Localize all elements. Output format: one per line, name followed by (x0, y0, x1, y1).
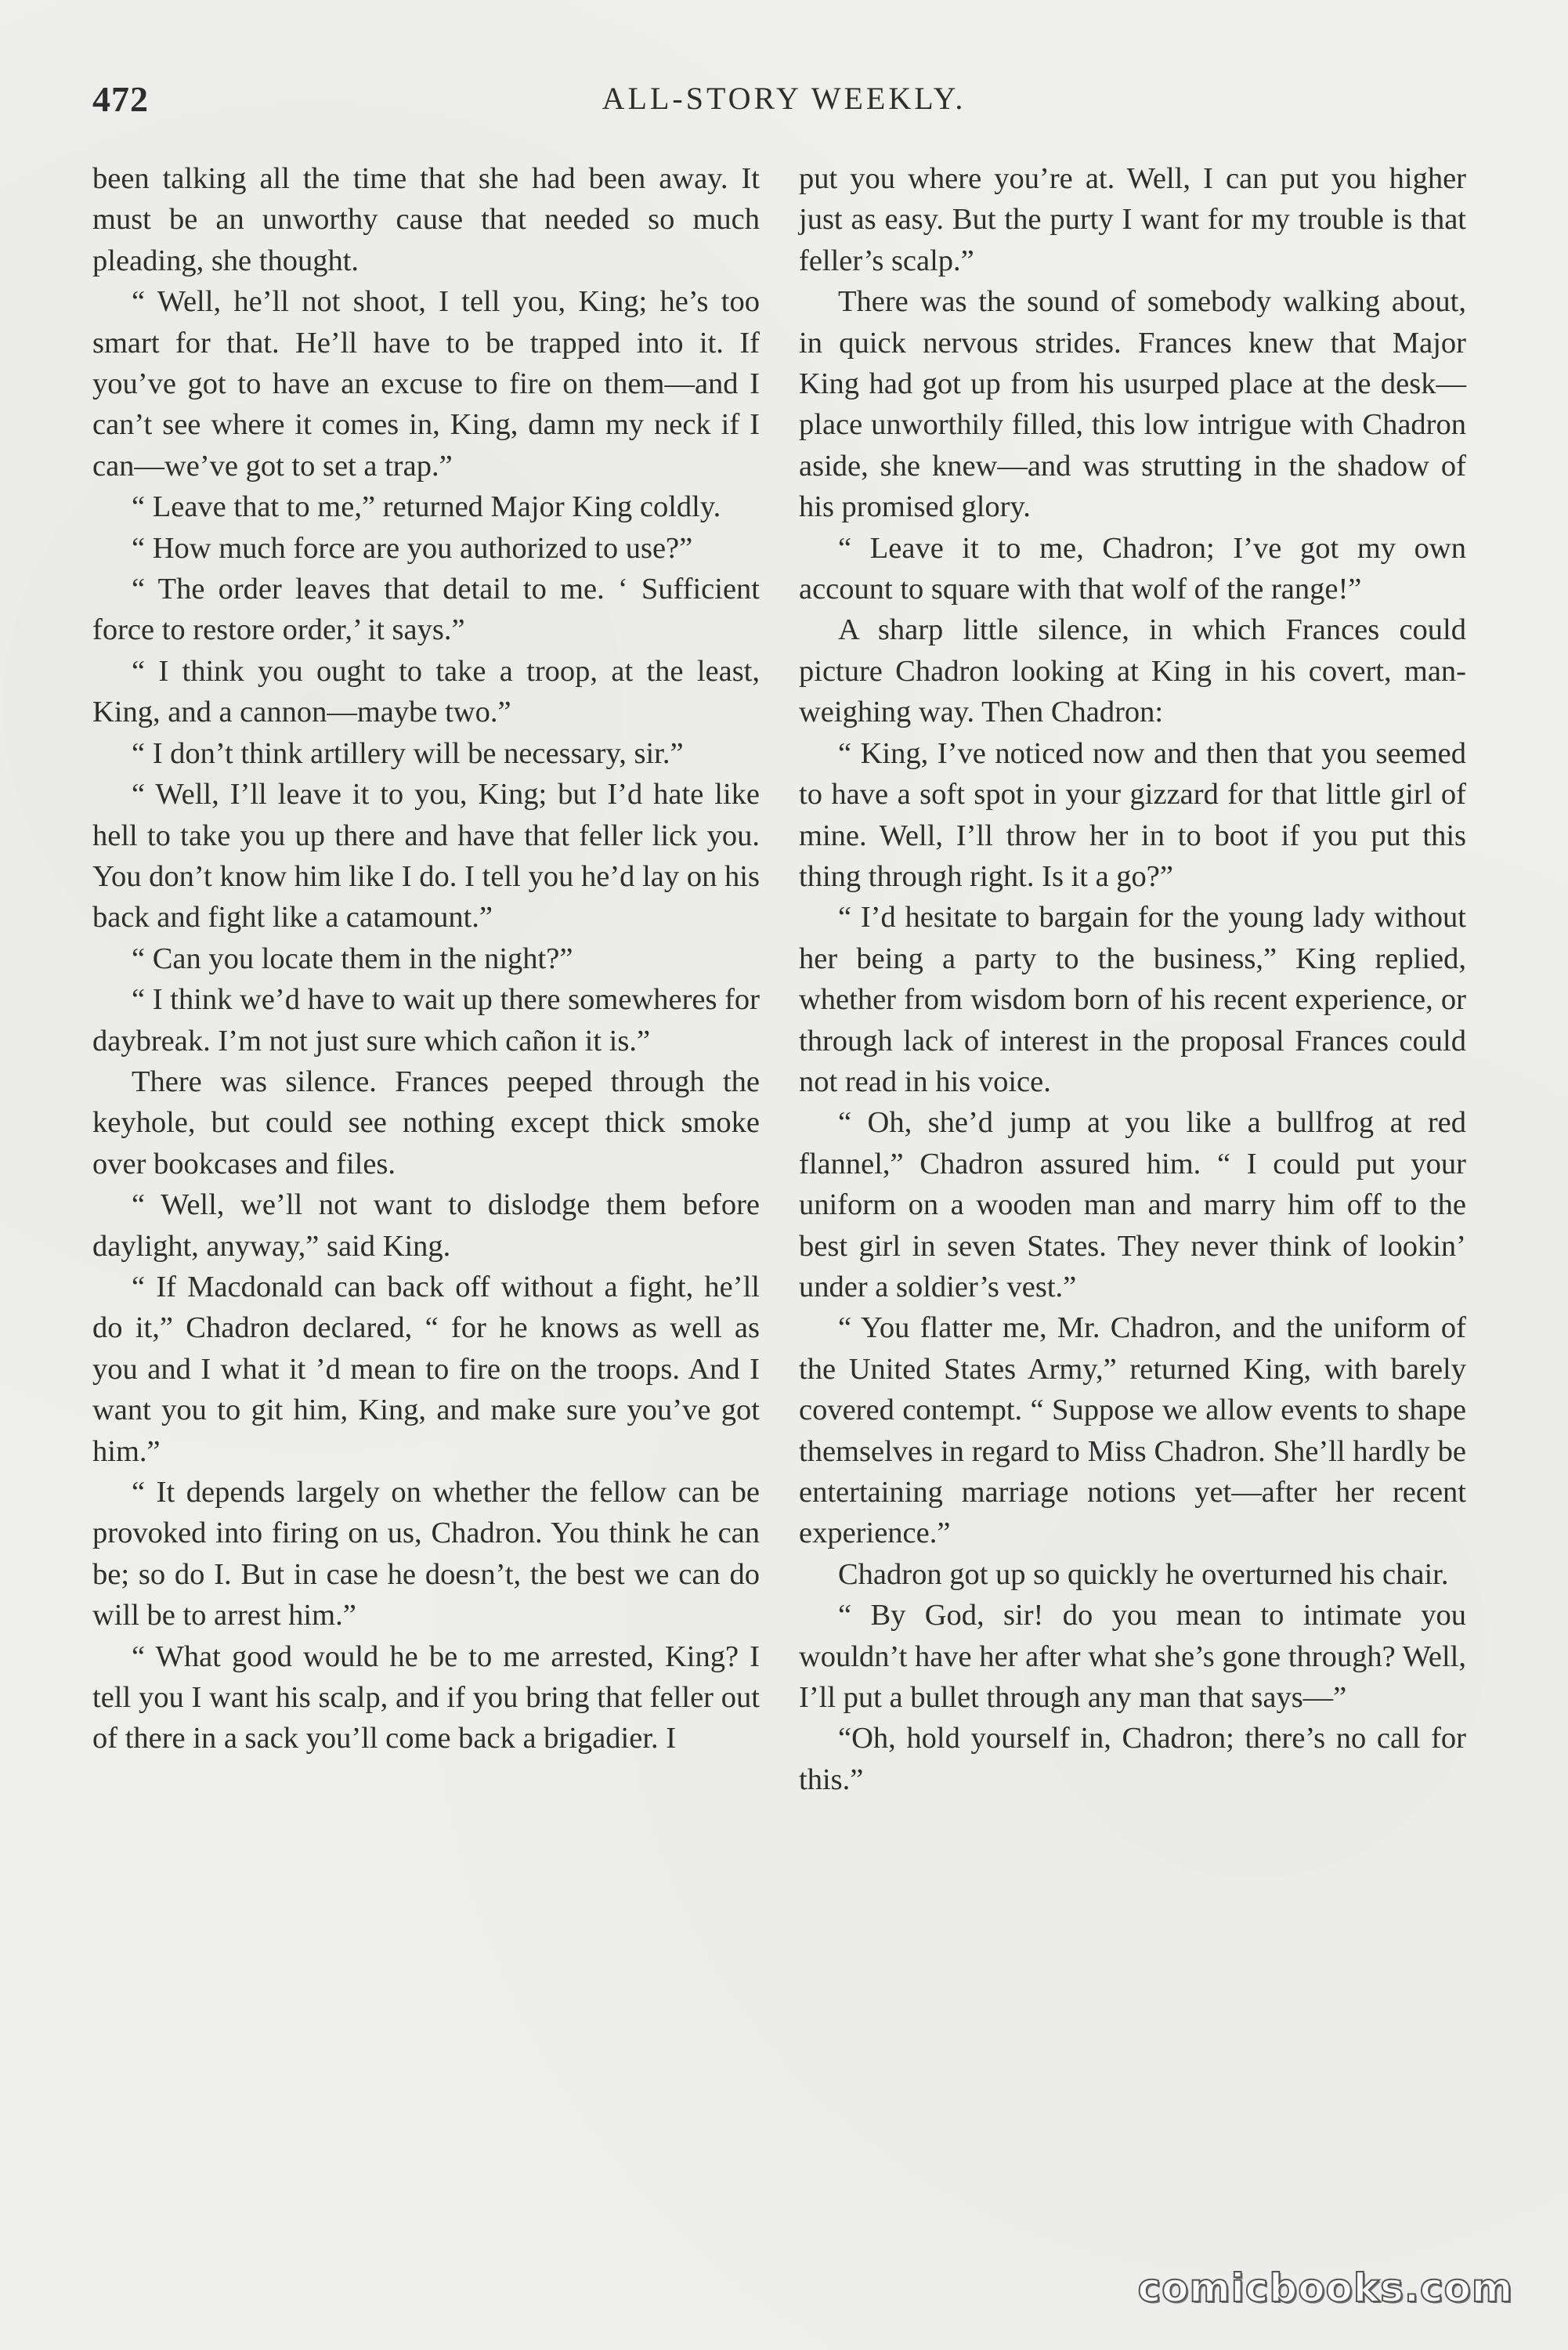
paragraph: “ I think you ought to take a troop, at the least, King, and a cannon—maybe two.” (92, 654, 760, 729)
paragraph: “ Can you locate them in the night?” (132, 942, 573, 975)
paragraph: been talking all the time that she had been away. It must be an unworthy cause that needed so much pleading, she thought. (92, 162, 760, 277)
left-column (92, 158, 760, 1759)
paragraph: “ I think we’d have to wait up there somewheres for daybreak. I’m not just sure which cañon it is.” (92, 983, 760, 1058)
paragraph: “ It depends largely on whether the fellow can be provoked into firing on us, Chadron. You think he can be; so do I. But in case he doesn’t, the best we can do will be to arrest him.” (92, 1476, 760, 1632)
page-header (0, 78, 1568, 125)
paragraph: put you where you’re at. Well, I can put you higher just as easy. But the purty I want for my trouble is that feller’s scalp.” (799, 162, 1466, 277)
paragraph: “ Well, we’ll not want to dislodge them before daylight, anyway,” said King. (92, 1188, 760, 1263)
page-number: 472 (92, 79, 149, 119)
paragraph: “ King, I’ve noticed now and then that you seemed to have a soft spot in your gizzard for that little girl of mine. Well, I’ll throw her in to boot if you put this thing through right. Is it a go?” (799, 736, 1466, 893)
paragraph: “ You flatter me, Mr. Chadron, and the uniform of the United States Army,” returned King, with barely covered contempt. “ Suppose we allow events to shape themselves in regard to Miss Chadron. She’ll hardly be entertaining marriage notions yet—after her recent experience.” (799, 1311, 1466, 1550)
running-head: ALL-STORY WEEKLY. (602, 81, 966, 116)
paragraph: “ Well, I’ll leave it to you, King; but I’d hate like hell to take you up there and have that feller lick you. You don’t know him like I do. I tell you he’d lay on his back and fight like a catamount.” (92, 778, 760, 935)
paragraph: “ I don’t think artillery will be necessary, sir.” (132, 736, 684, 770)
paragraph: “ Leave that to me,” returned Major King coldly. (132, 490, 721, 524)
paragraph: Chadron got up so quickly he overturned his chair. (838, 1557, 1449, 1591)
paragraph: “ How much force are you authorized to use?” (132, 531, 693, 565)
right-column (799, 158, 1466, 1800)
paragraph: “ Leave it to me, Chadron; I’ve got my own account to square with that wolf of the range!” (799, 531, 1466, 606)
paragraph: A sharp little silence, in which Frances could picture Chadron looking at King in his covert, man-weighing way. Then Chadron: (799, 613, 1466, 729)
paragraph: “ The order leaves that detail to me. ‘ Sufficient force to restore order,’ it says.” (92, 573, 760, 647)
paragraph: “ By God, sir! do you mean to intimate you wouldn’t have her after what she’s gone through? Well, I’ll put a bullet through any man that says—” (799, 1599, 1466, 1715)
paragraph: “ If Macdonald can back off without a fight, he’ll do it,” Chadron declared, “ for he knows as well as you and I what it ’d mean to fire on the troops. And I want you to git him, King, and make sure you’ve got him.” (92, 1270, 760, 1468)
paragraph: “Oh, hold yourself in, Chadron; there’s no call for this.” (799, 1722, 1466, 1796)
paragraph: “ I’d hesitate to bargain for the young lady without her being a party to the business,” King replied, whether from wisdom born of his recent experience, or through lack of interest in the proposal Frances could not read in his voice. (799, 901, 1466, 1098)
paragraph: “ Oh, she’d jump at you like a bullfrog at red flannel,” Chadron assured him. “ I could put your uniform on a wooden man and marry him off to the best girl in seven States. They never think of lookin’ under a soldier’s vest.” (799, 1106, 1466, 1303)
paragraph: “ Well, he’ll not shoot, I tell you, King; he’s too smart for that. He’ll have to be trapped into it. If you’ve got to have an excuse to fire on them—and I can’t see where it comes in, King, damn my neck if I can—we’ve got to set a trap.” (92, 285, 760, 483)
paragraph: There was the sound of somebody walking about, in quick nervous strides. Frances knew that Major King had got up from his usurped place at the desk—place unworthily filled, this low intrigue with Chadron aside, she knew—and was strutting in the shadow of his promised glory. (799, 285, 1466, 524)
watermark: comicbooks.com (1137, 2265, 1513, 2311)
paragraph: There was silence. Frances peeped through the keyhole, but could see nothing except thick smoke over bookcases and files. (92, 1065, 760, 1180)
paragraph: “ What good would he be to me arrested, King? I tell you I want his scalp, and if you bring that feller out of there in a sack you’ll come back a brigadier. I (92, 1640, 760, 1755)
